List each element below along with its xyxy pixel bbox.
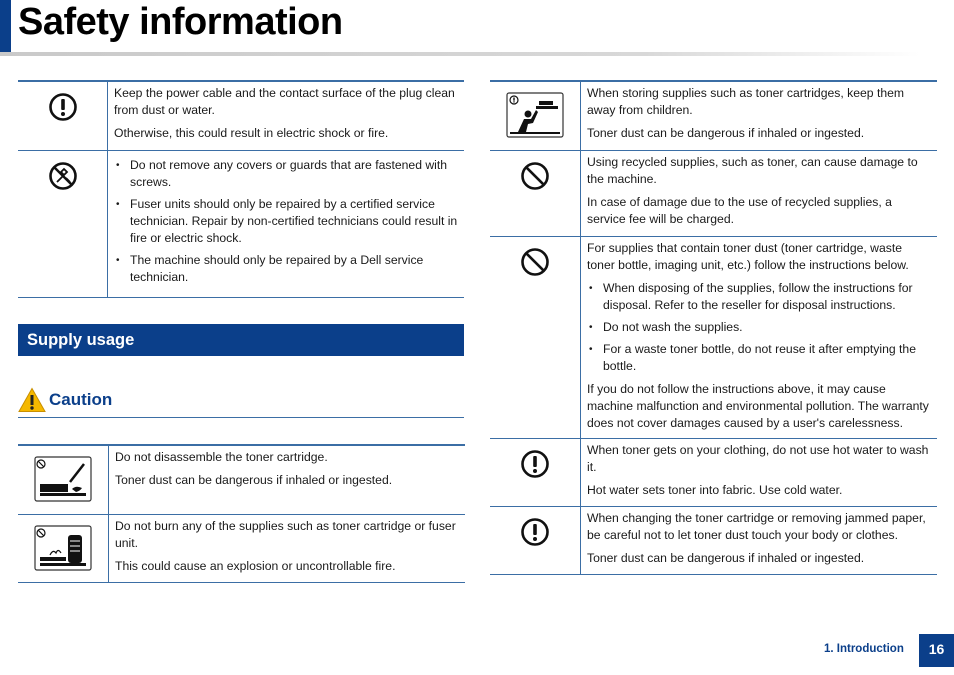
footer-page-number: 16 [919, 634, 954, 667]
prohibited-icon [520, 247, 550, 282]
caution-label: Caution [49, 390, 113, 409]
table-row [18, 514, 465, 582]
paragraph: When toner gets on your clothing, do not use hot water to wash it. [587, 442, 929, 474]
paragraph: Do not burn any of the supplies such as toner cartridge or fuser unit. [115, 518, 456, 550]
caution-triangle-icon [18, 387, 46, 418]
table-row [490, 236, 937, 438]
warning-exclamation-icon [520, 449, 550, 484]
table-row [490, 81, 937, 150]
paragraph: For supplies that contain toner dust (toner cartridge, waste toner bottle, imaging unit, etc.) follow the instructions below. [587, 240, 909, 272]
text-cell [581, 506, 938, 574]
keep-from-children-icon [506, 92, 564, 143]
icon-cell [490, 236, 581, 438]
icon-cell [490, 150, 581, 236]
title-accent-bar [0, 0, 11, 52]
paragraph: Using recycled supplies, such as toner, can cause damage to the machine. [587, 154, 918, 186]
table-row [18, 150, 464, 297]
warning-exclamation-icon [48, 92, 78, 127]
paragraph: In case of damage due to the use of recycled supplies, a service fee will be charged. [587, 194, 892, 226]
text-cell [108, 81, 465, 150]
icon-cell [490, 506, 581, 574]
text-cell [109, 514, 466, 582]
paragraph: Hot water sets toner into fabric. Use cold water. [587, 482, 843, 497]
list-item: • Do not remove any covers or guards that are fastened with screws. [130, 157, 458, 191]
icon-cell [18, 445, 109, 514]
bullet-list [114, 157, 458, 286]
paragraph: Otherwise, this could result in electric shock or fire. [114, 126, 389, 140]
prohibited-icon [520, 161, 550, 196]
caution-heading [18, 386, 464, 418]
no-disassemble-cartridge-icon [34, 456, 92, 507]
icon-cell [18, 81, 108, 150]
list-item: • For a waste toner bottle, do not reuse it after emptying the bottle. [603, 341, 931, 375]
table-row [490, 438, 937, 506]
icon-cell [490, 438, 581, 506]
bullet-list [587, 280, 931, 375]
list-item: • Do not wash the supplies. [603, 319, 931, 336]
text-cell [581, 150, 938, 236]
text-cell [109, 445, 466, 514]
paragraph: When storing supplies such as toner cartridges, keep them away from children. [587, 86, 905, 117]
icon-cell [18, 514, 109, 582]
paragraph: Toner dust can be dangerous if inhaled or ingested. [115, 473, 393, 487]
table-row [18, 445, 465, 514]
warning-exclamation-icon [520, 517, 550, 552]
paragraph: Toner dust can be dangerous if inhaled or ingested. [587, 126, 865, 140]
no-disassemble-icon [48, 161, 78, 196]
title-divider [0, 52, 920, 56]
text-cell [581, 81, 938, 150]
footer-chapter-link[interactable]: 1. Introduction [824, 643, 904, 655]
paragraph: If you do not follow the instructions above, it may cause machine malfunction and environmental pollution. The warranty does not cover damages caused by a user's carelessness. [587, 381, 929, 430]
text-cell [581, 438, 938, 506]
paragraph: Keep the power cable and the contact surface of the plug clean from dust or water. [114, 86, 455, 117]
list-item: • Fuser units should only be repaired by a certified service technician. Repair by non-certified technicians could result in fire or electric shock. [130, 196, 458, 247]
list-item: • The machine should only be repaired by a Dell service technician. [130, 252, 458, 286]
paragraph: This could cause an explosion or uncontrollable fire. [115, 558, 396, 573]
page-title: Safety information [18, 1, 343, 43]
table-row [18, 81, 464, 150]
list-item: • When disposing of the supplies, follow the instructions for disposal. Refer to the reseller for disposal instructions. [603, 280, 931, 314]
safety-table-left-bottom [18, 444, 465, 583]
paragraph: When changing the toner cartridge or removing jammed paper, be careful not to let toner dust touch your body or clothes. [587, 510, 926, 542]
table-row [490, 506, 937, 574]
icon-cell [490, 81, 581, 150]
paragraph: Do not disassemble the toner cartridge. [115, 450, 328, 464]
icon-cell [18, 150, 108, 297]
text-cell [108, 150, 465, 297]
section-heading-bar: Supply usage [18, 324, 464, 356]
no-burn-supplies-icon [34, 525, 92, 576]
safety-table-right [490, 80, 937, 575]
text-cell [581, 236, 938, 438]
table-row [490, 150, 937, 236]
safety-table-left-top [18, 80, 464, 298]
paragraph: Toner dust can be dangerous if inhaled or ingested. [587, 550, 865, 565]
